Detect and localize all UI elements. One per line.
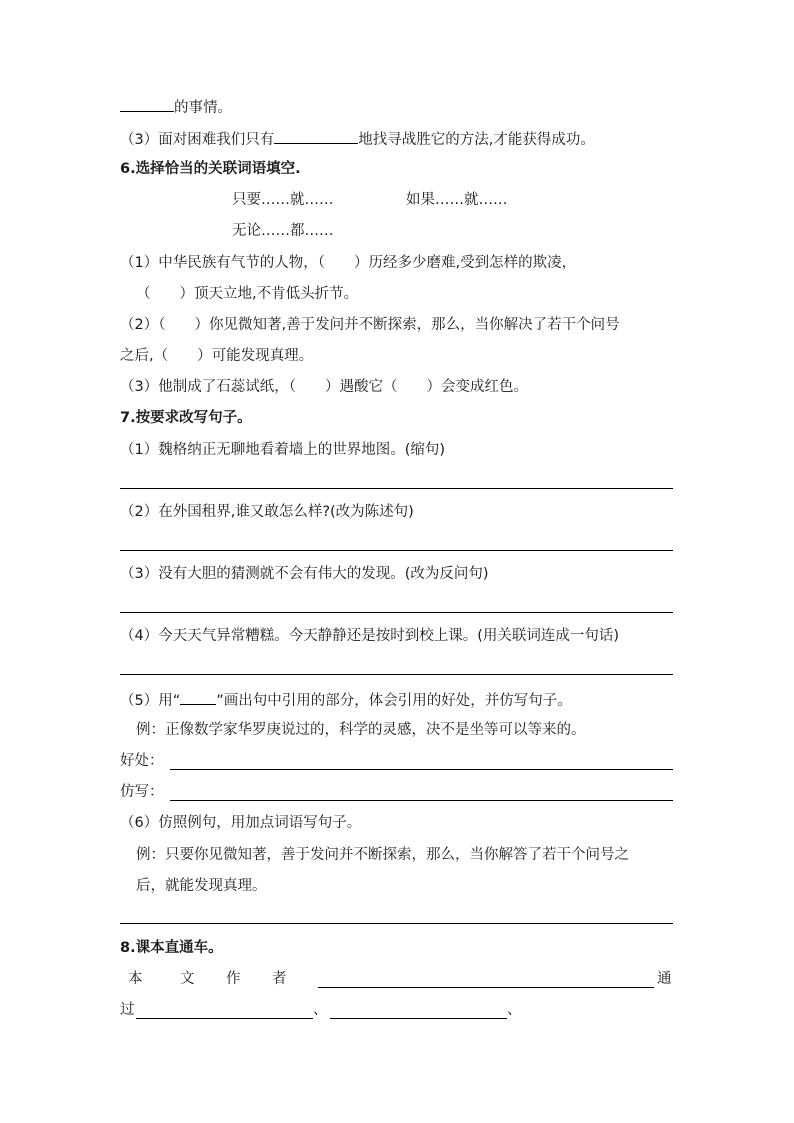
q5-line-a: 的事情。 <box>120 96 232 118</box>
q7-item-6-example-1: 例：只要你见微知著，善于发问并不断探索，那么，当你解答了若干个问号之 <box>136 847 629 863</box>
q7-item-2: （2）在外国租界,谁又敢怎么样?(改为陈述句) <box>120 504 414 520</box>
answer-blank[interactable] <box>120 96 174 112</box>
method-answer-line-1[interactable] <box>136 1018 313 1019</box>
benefit-label: 好处： <box>120 753 164 769</box>
answer-line[interactable] <box>120 488 673 489</box>
method-answer-line-2[interactable] <box>330 1018 507 1019</box>
q6-option-2: 如果……就…… <box>406 192 508 208</box>
q5-line-3: （3）面对困难我们只有 地找寻战胜它的方法,才能获得成功。 <box>120 128 595 150</box>
q8-line1-char-1: 本 <box>128 971 143 987</box>
q7-heading: 7.按要求改写句子。 <box>120 410 252 426</box>
author-answer-line[interactable] <box>318 987 654 988</box>
q6-option-1: 只要……就…… <box>232 192 334 208</box>
benefit-answer-line[interactable] <box>170 769 673 770</box>
q6-item-2: （2）（ ）你见微知著,善于发问并不断探索，那么，当你解决了若干个问号 <box>120 317 620 333</box>
separator: 、 <box>313 1002 328 1018</box>
q7-item-6: （6）仿照例句，用加点词语写句子。 <box>120 815 362 831</box>
answer-line[interactable] <box>120 923 673 924</box>
separator: 、 <box>507 1002 522 1018</box>
q8-heading: 8.课本直通车。 <box>120 940 223 956</box>
q6-option-3: 无论……都…… <box>232 223 334 239</box>
q8-line1-char-2: 文 <box>180 971 195 987</box>
answer-blank[interactable] <box>274 128 358 144</box>
answer-line[interactable] <box>120 612 673 613</box>
q7-item-5-example: 例：正像数学家华罗庚说过的，科学的灵感，决不是坐等可以等来的。 <box>136 722 586 738</box>
q7-item-4: （4）今天天气异常糟糕。今天静静还是按时到校上课。(用关联词连成一句话) <box>120 628 620 644</box>
q8-line1-end: 通 <box>657 971 672 987</box>
q6-item-3: （3）他制成了石蕊试纸，（ ）遇酸它（ ）会变成红色。 <box>120 379 528 395</box>
q6-item-1: （1）中华民族有气节的人物，（ ）历经多少磨难,受到怎样的欺凌， <box>120 255 577 271</box>
imitate-label: 仿写： <box>120 784 164 800</box>
q7-item-3: （3）没有大胆的猜测就不会有伟大的发现。(改为反问句) <box>120 566 489 582</box>
imitate-answer-line[interactable] <box>170 800 673 801</box>
q7-item-5: （5）用“ ”画出句中引用的部分，体会引用的好处，并仿写句子。 <box>120 689 572 711</box>
answer-line[interactable] <box>120 674 673 675</box>
q6-heading: 6.选择恰当的关联词语填空. <box>120 161 301 177</box>
q8-line1-char-3: 作 <box>226 971 241 987</box>
q6-item-1-cont: （ ）顶天立地,不肯低头折节。 <box>136 286 359 302</box>
q7-item-1: （1）魏格纳正无聊地看着墙上的世界地图。(缩句) <box>120 442 446 458</box>
q8-line2-start: 过 <box>120 1002 135 1018</box>
q7-item-6-example-2: 后，就能发现真理。 <box>136 878 267 894</box>
q6-item-2-cont: 之后,（ ）可能发现真理。 <box>120 348 314 364</box>
underline-sample <box>180 689 216 705</box>
q8-line1-char-4: 者 <box>272 971 287 987</box>
answer-line[interactable] <box>120 550 673 551</box>
